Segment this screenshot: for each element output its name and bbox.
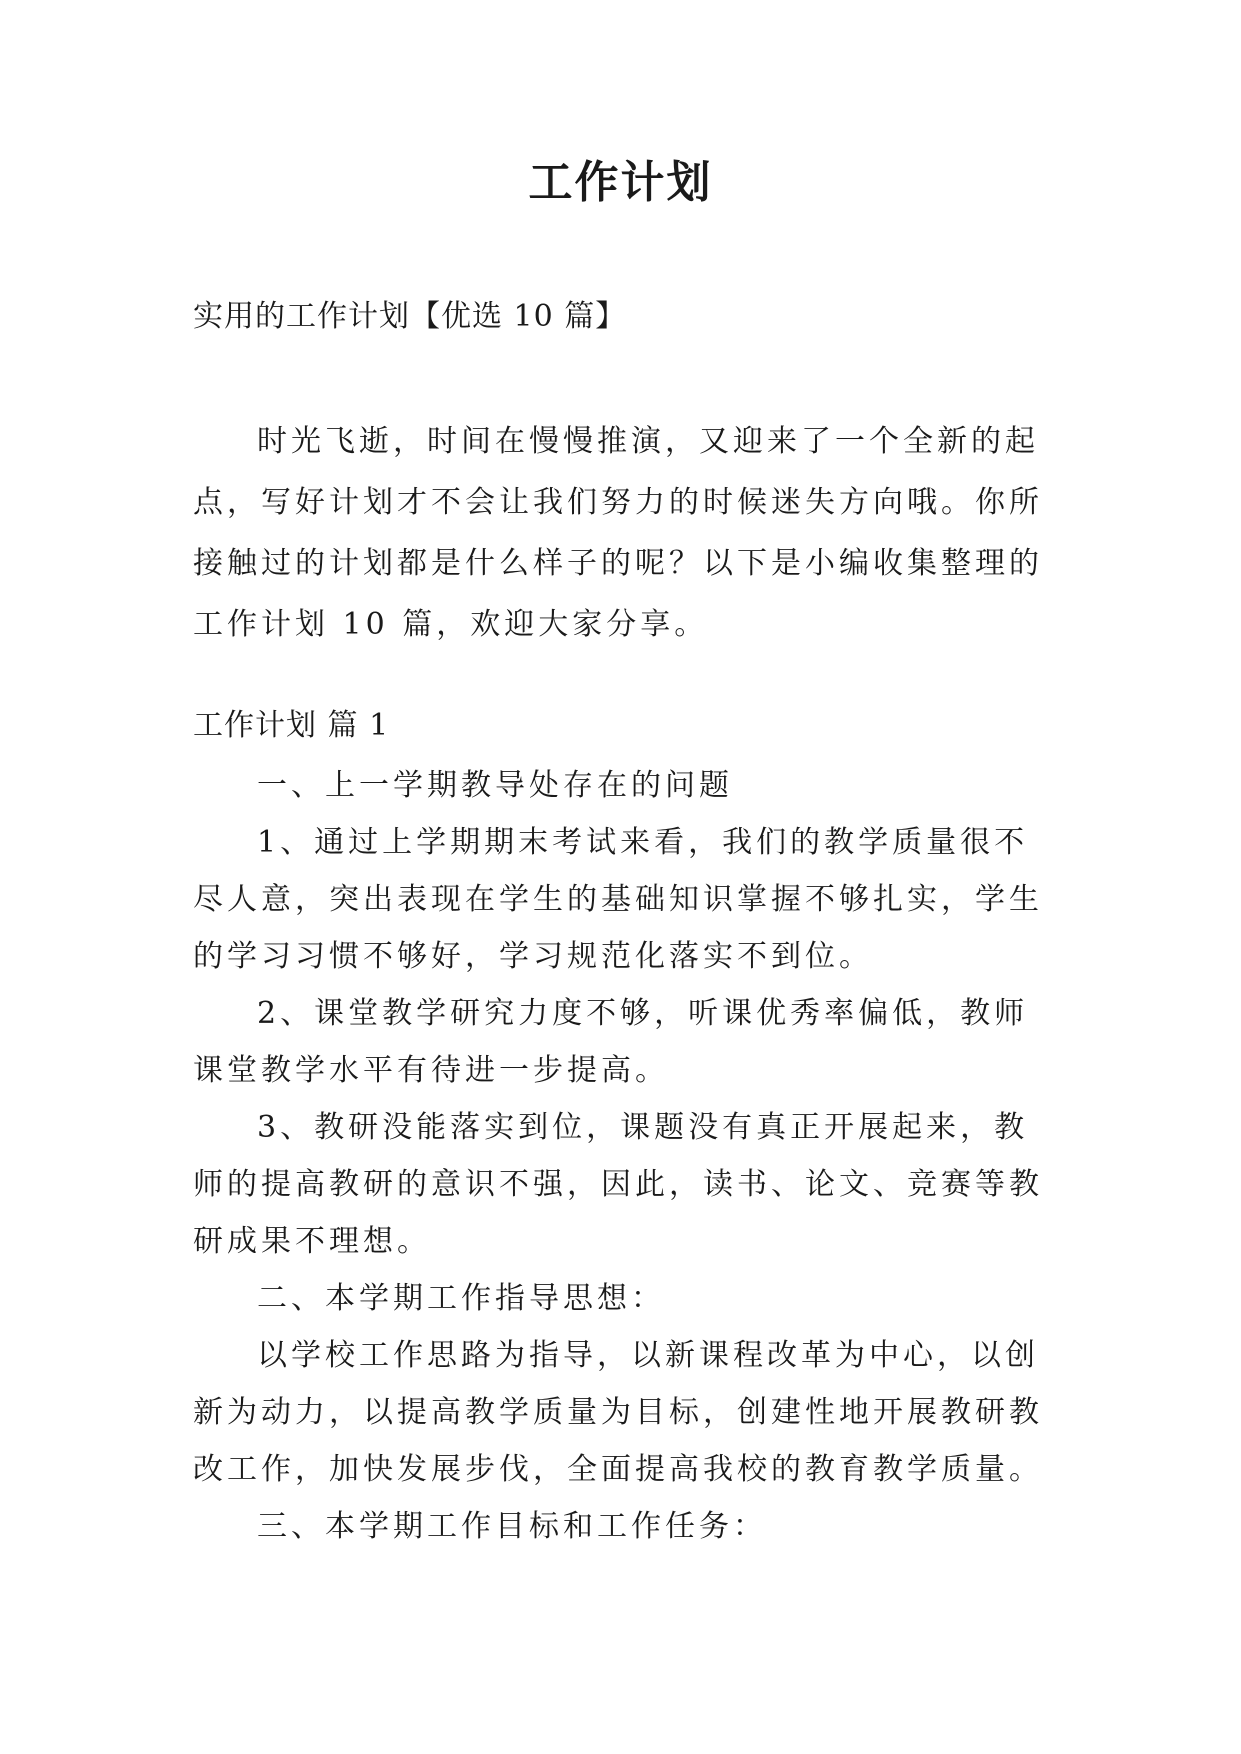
- paragraph-heading-3: 三、本学期工作目标和工作任务：: [257, 1509, 767, 1544]
- document-subtitle: 实用的工作计划【优选 10 篇】: [193, 299, 627, 334]
- paragraph-item-2: 2、课堂教学研究力度不够，听课优秀率偏低，教师课堂教学水平有待进一步提高。: [193, 996, 1029, 1088]
- paragraph-item-3: 3、教研没能落实到位，课题没有真正开展起来，教师的提高教研的意识不强，因此，读书、论文、竞赛等教研成果不理想。: [193, 1110, 1043, 1259]
- document-title: 工作计划: [528, 157, 713, 208]
- section-heading: 工作计划 篇 1: [193, 708, 390, 743]
- body-text: [193, 757, 1055, 1555]
- intro-paragraph: 时光飞逝，时间在慢慢推演，又迎来了一个全新的起点，写好计划才不会让我们努力的时候迷失方向哦。你所接触过的计划都是什么样子的呢？以下是小编收集整理的工作计划 10 篇，欢迎大家分享。: [193, 424, 1043, 642]
- paragraph-item-1: 1、通过上学期期末考试来看，我们的教学质量很不尽人意，突出表现在学生的基础知识掌握不够扎实，学生的学习习惯不够好，学习规范化落实不到位。: [193, 825, 1043, 974]
- paragraph-guiding-thought: 以学校工作思路为指导，以新课程改革为中心，以创新为动力，以提高教学质量为目标，创建性地开展教研教改工作，加快发展步伐，全面提高我校的教育教学质量。: [193, 1338, 1043, 1487]
- paragraph-heading-1: 一、上一学期教导处存在的问题: [257, 768, 733, 803]
- paragraph-heading-2: 二、本学期工作指导思想：: [257, 1281, 665, 1316]
